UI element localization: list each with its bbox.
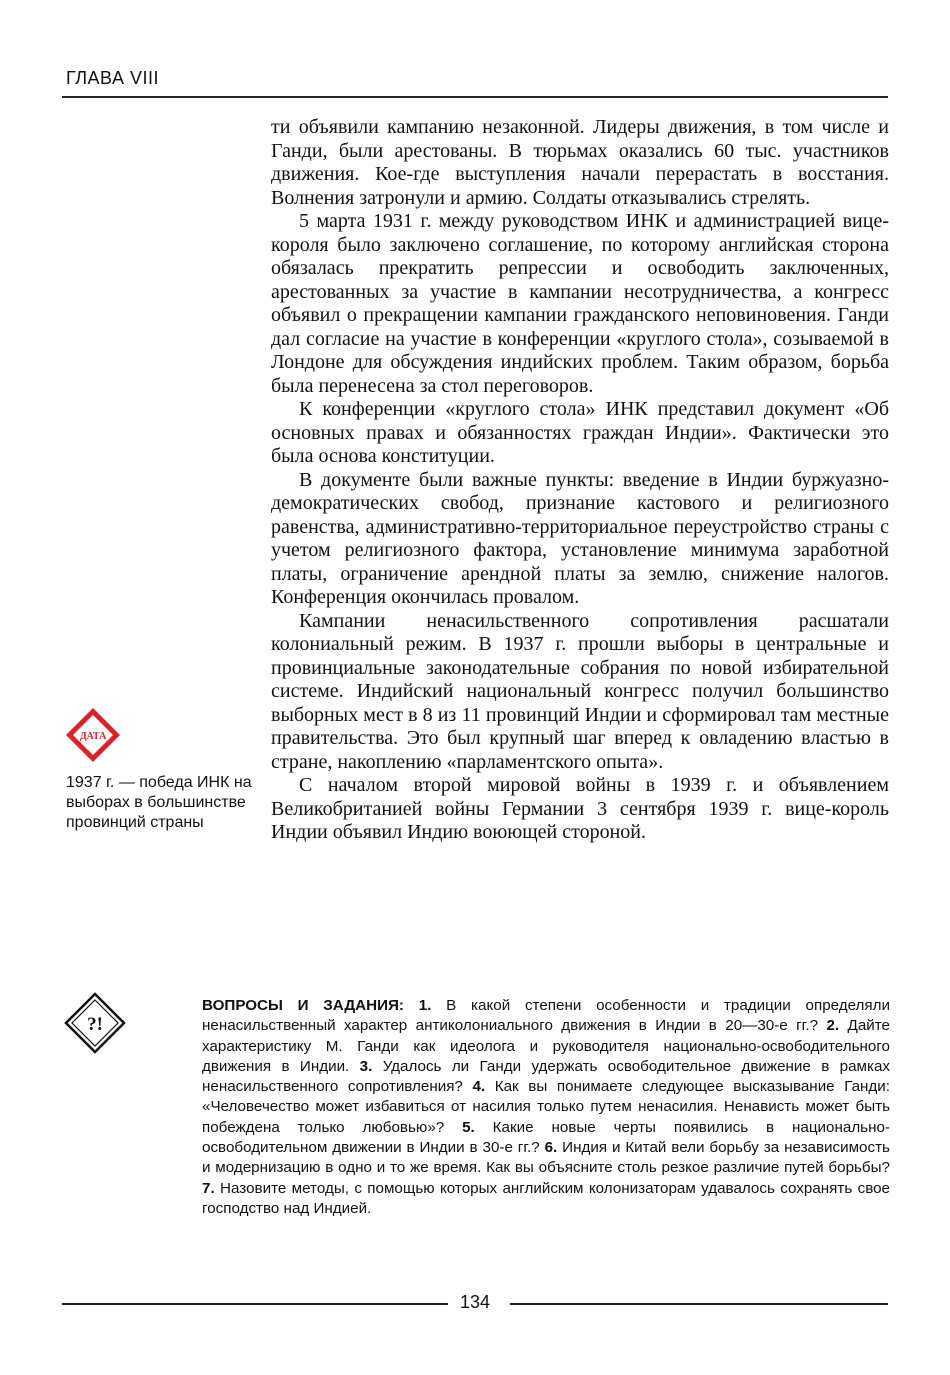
paragraph-5: Кампании ненасильственного сопротивления расшатали колониальный режим. В 1937 г. прошли выборы в центральные и провинциальные законодательные собрания по новой избирательной системе. Индийский национальный конгресс получил большинство выборных мест в 8 из 11 провинций Индии и сформировал там местные правительства. Это был крупный шаг вперед к овладению властью в стране, накоплению «парламентского опыта». [271,609,889,773]
question-5: Какие новые черты появились в национально-освободительном движении в Индии в 30-е гг.? [202,1118,890,1157]
question-1-number: 1. [418,997,432,1014]
questions-heading: ВОПРОСЫ И ЗАДАНИЯ: [202,997,404,1014]
question-2: Дайте характеристику М. Ганди как идеолога и руководителя национально-освободительного движения в Индии. [202,1017,890,1075]
page-number: 134 [459,1292,491,1312]
paragraph-6: С началом второй мировой войны в 1939 г. и объявлением Великобританией войны Германии 3 сентября 1939 г. вице-король Индии объявил Индию воюющей стороной. [271,774,889,843]
question-4-number: 4. [472,1078,486,1096]
questions-icon-label: ?! [87,1014,103,1035]
question-4: Как вы понимаете следующее высказывание Ганди: «Человечество может избавиться от насилия только путем ненасилия. Ненависть может быть побеждена только любовью»? [202,1078,890,1136]
question-3: Удалось ли Ганди удержать освободительное движение в рамках ненасильственного сопротивления? [202,1057,890,1096]
paragraph-2: 5 марта 1931 г. между руководством ИНК и администрацией вице-короля было заключено соглашение, по которому английская сторона обязалась прекратить репрессии и освободить заключенных, арестованных за участие в кампании несотрудничества, а конгресс объявил о прекращении кампании гражданского неповиновения. Ганди дал согласие на участие в конференции «круглого стола», созываемой в Лондоне для обсуждения индийских проблем. Таким образом, борьба была перенесена за стол переговоров. [271,210,889,397]
questions-icon [64,992,126,1054]
header-rule [62,96,888,98]
question-6-number: 6. [544,1139,558,1157]
page-footer [62,1292,888,1316]
question-2-number: 2. [826,1017,840,1035]
question-5-number: 5. [462,1118,475,1136]
main-text [271,116,889,845]
question-7-number: 7. [202,1179,215,1197]
question-7: Назовите методы, с помощью которых английским колонизаторам удавалось сохранять свое господство над Индией. [202,1179,890,1217]
side-note: 1937 г. — победа ИНК на выборах в большинстве провинций страны [66,774,252,831]
paragraph-1: ти объявили кампанию незаконной. Лидеры движения, в том числе и Ганди, были арестованы. В тюрьмах оказались 60 тыс. участников движения. Кое-где выступления начали перерастать в восстания. Волнения затронули и армию. Солдаты отказывались стрелять. [271,116,889,209]
date-badge-label: ДАТА [79,731,107,742]
paragraph-3: К конференции «круглого стола» ИНК представил документ «Об основных правах и обязанностях граждан Индии». Фактически это была основа конституции. [271,398,889,467]
question-6: Индия и Китай вели борьбу за независимость и модернизацию в одно и то же время. Как вы объясните столь резкое различие путей борьбы? [202,1139,890,1177]
question-1: В какой степени особенности и традиции определяли ненасильственный характер антиколониального движения в Индии в 20—30-е гг.? [202,997,890,1035]
paragraph-4: В документе были важные пункты: введение в Индии буржуазно-демократических свобод, признание кастового и религиозного равенства, административно-территориальное переустройство страны с учетом религиозного фактора, установление минимума заработной платы, ограничение арендной платы за землю, снижение налогов. Конференция окончилась провалом. [271,468,889,608]
footer-rule-right [510,1303,888,1305]
date-badge-icon [64,706,122,764]
question-3-number: 3. [359,1057,373,1075]
questions-block [202,996,890,1219]
chapter-title: ГЛАВА VIII [66,68,159,88]
